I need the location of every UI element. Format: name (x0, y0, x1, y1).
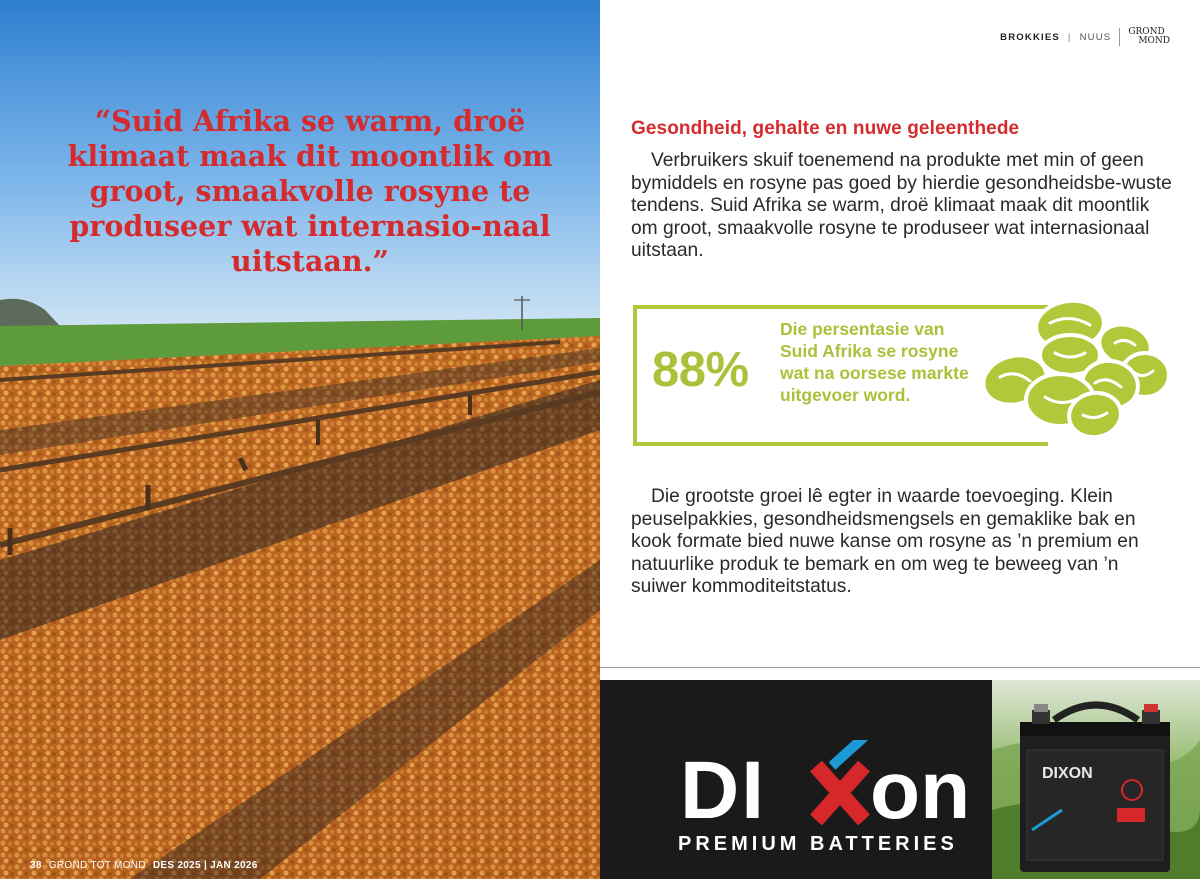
subsection-label: NUUS (1079, 31, 1112, 43)
battery (1020, 704, 1170, 872)
dixon-logo (680, 740, 990, 830)
battery-product-photo (992, 680, 1200, 879)
separator: | (1067, 31, 1072, 43)
ad-tagline: PREMIUM BATTERIES (678, 833, 958, 855)
divider-rule (600, 667, 1200, 668)
pull-quote: “Suid Afrika se warm, droë klimaat maak dit moontlik om groot, smaakvolle rosyne te produseer wat internasio-naal uitstaan.” (67, 104, 553, 278)
magazine-title: GROND TOT MOND (48, 860, 146, 871)
issue-date: DES 2025 | JAN 2026 (152, 860, 258, 871)
article-heading: Gesondheid, gehalte en nuwe geleenthede (631, 118, 1020, 139)
stat-description: Die persentasie van Suid Afrika se rosyne wat na oorsese markte uitgevoer word. (780, 319, 969, 405)
grond-tot-mond-logo: GROND MOND (1119, 28, 1170, 46)
dixon-advertisement[interactable] (600, 680, 1200, 879)
folio (30, 860, 258, 871)
brand-text-2: on (870, 745, 971, 830)
section-label: BROKKIES (1000, 31, 1060, 43)
body-paragraph-2: Die grootste groei lê egter in waarde toevoeging. Klein peuselpakkies, gesondheidsmengsels en gemaklike bak en kook formate bied nuwe kanse om rosyne as ’n premium en natuurlike produk te bemark en om weg te beweeg van ’n suiwer kommoditeitstatus. (631, 486, 1139, 598)
body-paragraph-1: Verbruikers skuif toenemend na produkte met min of geen bymiddels en rosyne pas goed by hierdie gesondheidsbe-wuste tendens. Suid Afrika se warm, droë klimaat maak dit moontlik om groot, smaakvolle rosyne te produseer wat internasionaal uitstaan. (631, 150, 1172, 262)
brand-text-1: DI (680, 745, 766, 830)
page-number: 38 (30, 860, 42, 871)
stat-value: 88% (652, 343, 749, 397)
raisins-icon (975, 295, 1175, 445)
running-head (1000, 28, 1170, 46)
battery-label: DIXON (1042, 765, 1093, 782)
